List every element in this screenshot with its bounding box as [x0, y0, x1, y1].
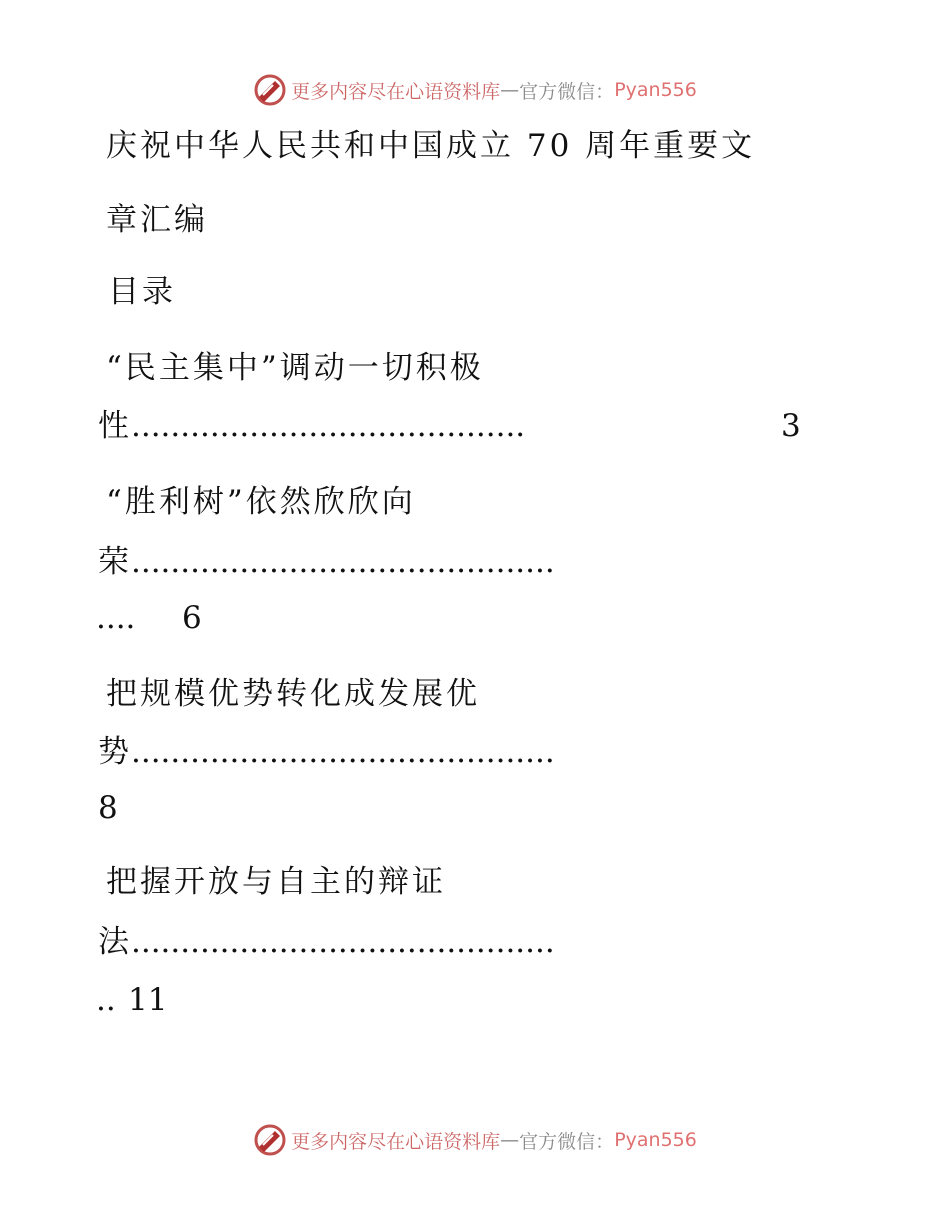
toc-entry-leader-dots-continued: .. [96, 982, 116, 1018]
footer-watermark [0, 1120, 950, 1160]
toc-entry-leader-dots: ........................................... [131, 924, 555, 960]
toc-entry-page-number: 3 [781, 408, 804, 444]
toc-entry-title: 把规模优势转化成发展优 [106, 676, 480, 712]
watermark-wechat-label: 官方微信： [519, 1130, 615, 1153]
toc-entry-leader-dots-continued: .... [96, 600, 136, 636]
document-title-line-1: 庆祝中华人民共和中国成立 70 周年重要文 [106, 128, 756, 164]
watermark-wechat-id: Pyan556 [614, 1129, 697, 1151]
pen-nib-icon [253, 73, 287, 107]
toc-entry-lead: 荣 [98, 544, 132, 580]
toc-entry-lead: 势 [98, 734, 132, 770]
watermark-wechat-id: Pyan556 [614, 79, 697, 101]
watermark-text: 更多内容尽在心语资料库 [291, 80, 501, 103]
watermark-text: 更多内容尽在心语资料库 [291, 1130, 501, 1153]
toc-entry-page-number: 11 [128, 982, 168, 1018]
watermark-wechat-label: 官方微信： [519, 80, 615, 103]
toc-entry-title: “民主集中”调动一切积极 [106, 350, 484, 386]
toc-entry-title: 把握开放与自主的辩证 [106, 864, 446, 900]
toc-entry-lead: 法 [98, 924, 132, 960]
toc-entry-leader-dots: ........................................ [131, 408, 526, 444]
toc-entry-page-number: 6 [182, 600, 205, 636]
watermark-dash: — [500, 1129, 520, 1151]
toc-entry-leader-dots: ........................................... [131, 544, 555, 580]
toc-entry-page-number: 8 [98, 790, 121, 826]
watermark-dash: — [500, 79, 520, 101]
toc-entry-leader-dots: ........................................... [131, 734, 555, 770]
toc-heading: 目录 [108, 274, 176, 310]
toc-entry-lead: 性 [98, 408, 132, 444]
pen-nib-icon [253, 1123, 287, 1157]
document-title-line-2: 章汇编 [106, 202, 208, 238]
header-watermark [0, 70, 950, 110]
toc-entry-title: “胜利树”依然欣欣向 [106, 484, 416, 520]
